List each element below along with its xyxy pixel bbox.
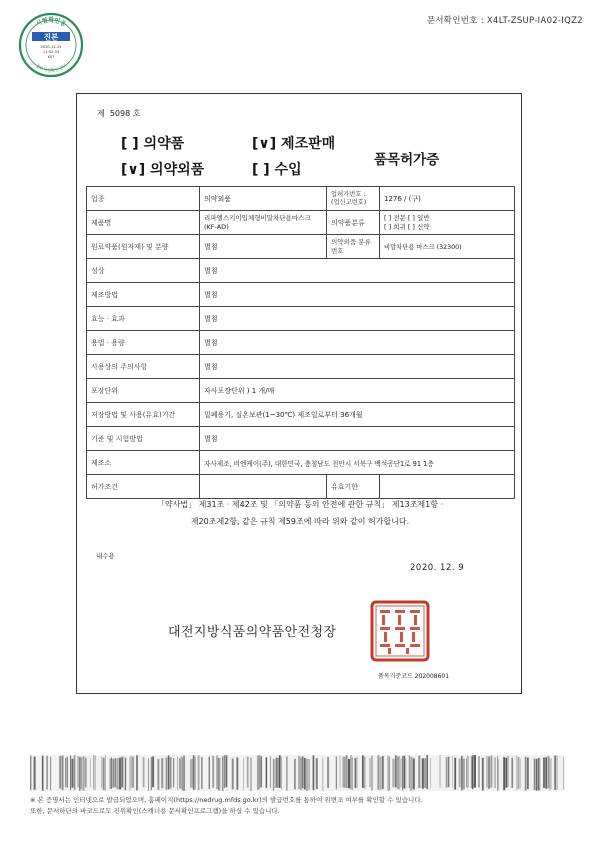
round-verification-seal-icon (18, 12, 84, 78)
legal-line-1: 「약사법」 제31조 · 제42조 및 「의약품 등의 안전에 관한 규칙」 제13조제1항 · (156, 500, 444, 509)
item-standard-code: 품목기준코드 202008601 (378, 673, 450, 680)
seal-top-text: 시험확인용 (34, 17, 68, 29)
table-row (87, 283, 515, 307)
efficacy-value: 별첨 (200, 307, 515, 331)
table-row (87, 259, 515, 283)
kind-manufacture-sale: [∨] 제조판매 (252, 136, 336, 152)
product-name-value: 리파엘스키이입체형비말차단용마스크(KF-AD) (200, 211, 327, 235)
issue-date: 2020. 12. 9 (410, 563, 465, 573)
business-value: 의약외품 (200, 187, 327, 211)
expiry-label: 유효기한 (327, 475, 380, 499)
domestic-use-label: 내수용 (96, 552, 115, 560)
ingredient-label: 원료약품(원자재) 및 분량 (87, 235, 200, 259)
dosage-value: 별첨 (200, 331, 515, 355)
serial-suffix: 호 (132, 109, 141, 118)
table-row (87, 427, 515, 451)
kind-import: [ ] 수입 (252, 162, 302, 178)
barcode-icon (30, 755, 565, 791)
serial-value: 5098 (109, 109, 131, 118)
condition-value (200, 475, 327, 499)
property-label: 성상 (87, 259, 200, 283)
quasi-class-value: 비말차단용 마스크 (32300) (380, 235, 515, 259)
serial-prefix: 제 (97, 109, 105, 118)
test-method-label: 기준 및 시험방법 (87, 427, 200, 451)
legal-basis-text (100, 496, 500, 530)
seal-time: 11:52:33 (42, 50, 60, 54)
footer-line-2: 또한, 문서하단의 바코드로도 진위확인(스캐너용 문서확인프로그램)을 하실 수 있습니다. (30, 807, 280, 815)
storage-value: 밀폐용기, 실온보관(1~30℃) 제조일로부터 36개월 (200, 403, 515, 427)
square-official-seal-icon (370, 600, 430, 662)
manufacturer-label: 제조소 (87, 451, 200, 475)
kind-medicine: [ ] 의약품 (121, 136, 185, 152)
seal-tz: KST (47, 55, 55, 59)
seal-center-text: 진본 (43, 32, 59, 42)
table-row (87, 451, 515, 475)
table-row (87, 475, 515, 499)
table-row (87, 331, 515, 355)
product-name-label: 제품명 (87, 211, 200, 235)
legal-line-2: 제20조제2항, 같은 규칙 제59조에 따라 위와 같이 허가합니다. (190, 517, 410, 526)
seal-bottom-text: 정부시청확인센터 (33, 63, 69, 75)
caution-value: 별첨 (200, 355, 515, 379)
manufacturer-value: 자사제조, 비엔케이(주), 대한민국, 충청남도 천안시 서북구 백석공단1로 91 1층 (200, 451, 515, 475)
method-label: 제조방법 (87, 283, 200, 307)
footer-notice (30, 795, 565, 817)
expiry-value (380, 475, 515, 499)
business-label: 업종 (87, 187, 200, 211)
property-value: 별첨 (200, 259, 515, 283)
table-row (87, 211, 515, 235)
permit-number-value: 1276 / (구) (380, 187, 515, 211)
method-value: 별첨 (200, 283, 515, 307)
drug-class-value (380, 211, 515, 235)
svg-text:시험확인용 (35, 16, 68, 28)
kind-quasi-drug: [∨] 의약외품 (121, 162, 205, 178)
caution-label: 사용상의 주의사항 (87, 355, 200, 379)
table-row (87, 307, 515, 331)
package-value: 자사포장단위 ) 1 개/매 (200, 379, 515, 403)
dosage-label: 용법 · 용량 (87, 331, 200, 355)
table-row (87, 403, 515, 427)
table-row (87, 379, 515, 403)
svg-text:정부시청확인센터 (34, 62, 68, 74)
drug-class-line-2: [ ] 희귀 [ ] 신약 (384, 222, 430, 231)
serial-number (97, 108, 140, 119)
footer-line-1: ※ 본 증명서는 인터넷으로 발급되었으며, 홈페이지(https://nedrug.mfds.go.kr)의 발급번호를 통하여 위변조 여부를 확인할 수 있습니다. (30, 796, 423, 804)
test-method-value: 별첨 (200, 427, 515, 451)
drug-class-line-1: [ ] 전문 [ ] 일반 (384, 213, 430, 222)
table-row (87, 187, 515, 211)
quasi-class-label: 의약외품 분류번호 (327, 235, 380, 259)
permit-details-table (86, 186, 515, 499)
table-row (87, 235, 515, 259)
seal-date: 2020-12-15 (40, 45, 62, 49)
efficacy-label: 효능 · 효과 (87, 307, 200, 331)
document-confirmation-number: 문서확인번호 : X4LT-ZSUP-IA02-IQZ2 (426, 16, 583, 26)
certificate-title: 품목허가증 (374, 152, 440, 168)
package-label: 포장단위 (87, 379, 200, 403)
storage-label: 저장방법 및 사용(유효)기간 (87, 403, 200, 427)
issuing-authority: 대전지방식품의약품안전청장 (168, 625, 337, 640)
ingredient-value: 별첨 (200, 235, 327, 259)
permit-number-label: 업허가번호 : (업신고번호) (327, 187, 380, 211)
table-row (87, 355, 515, 379)
condition-label: 허가조건 (87, 475, 200, 499)
drug-class-label: 의약품분류 (327, 211, 380, 235)
